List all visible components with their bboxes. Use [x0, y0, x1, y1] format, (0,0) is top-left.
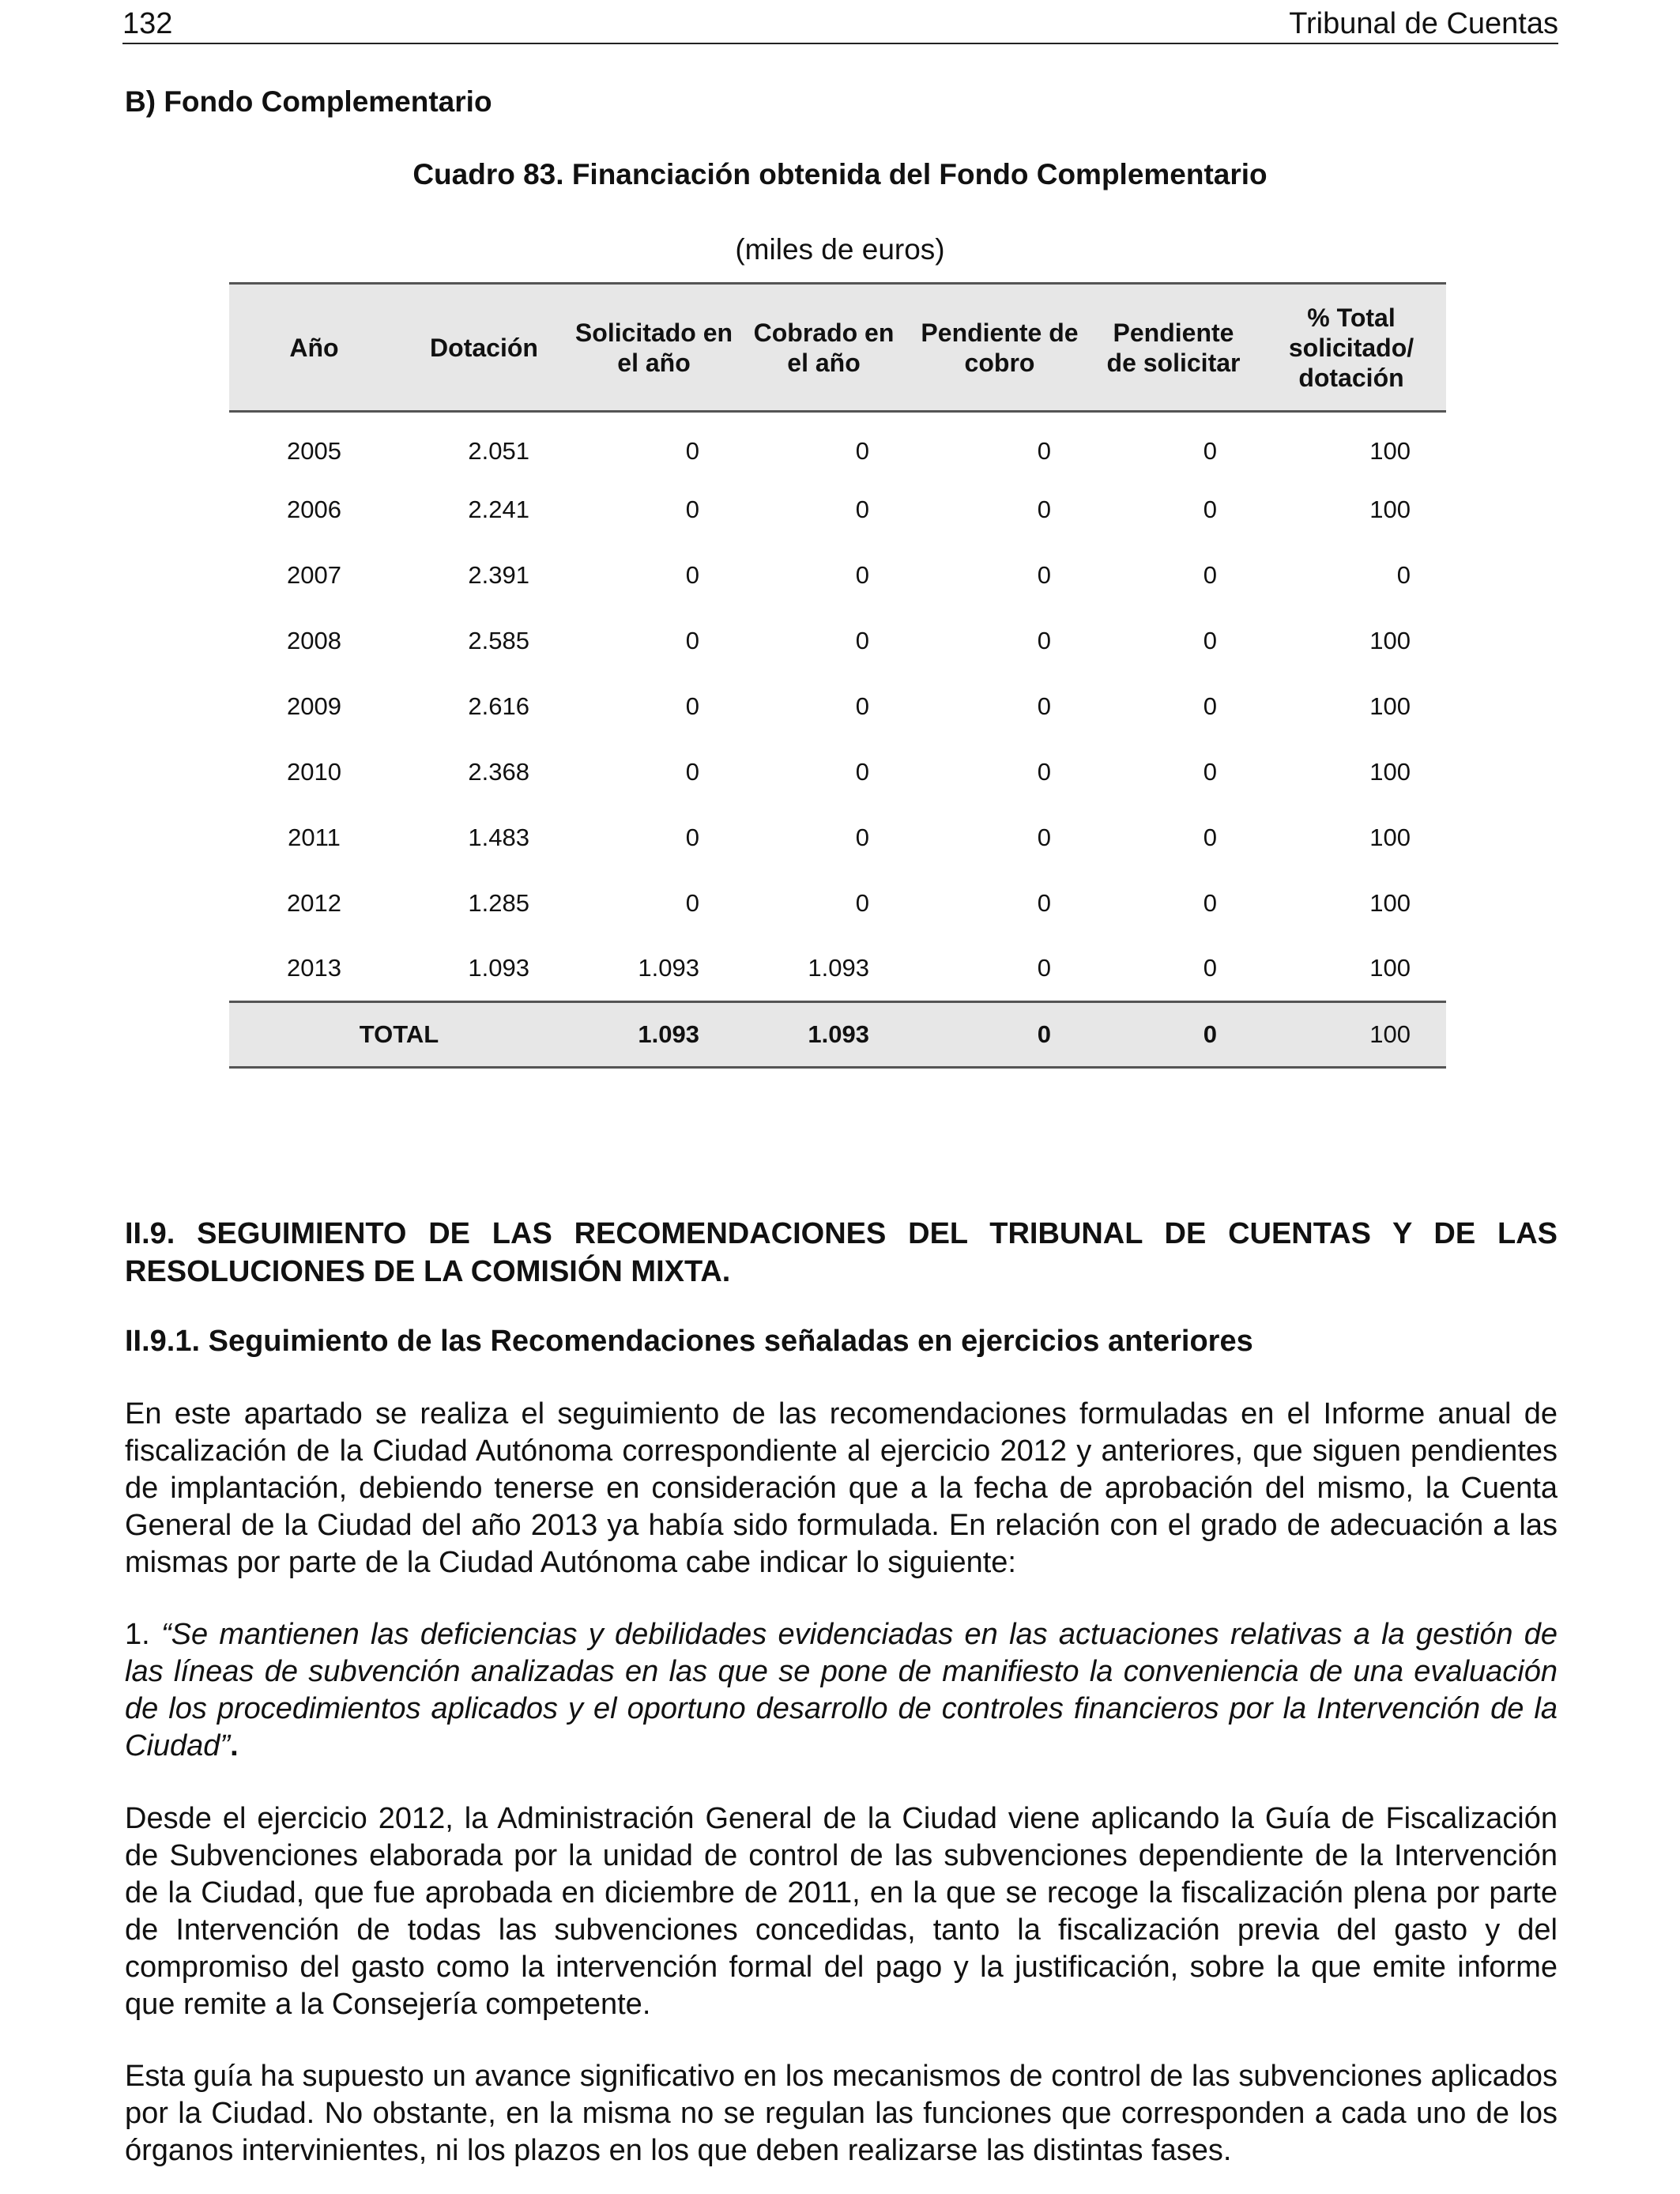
table-caption: Cuadro 83. Financiación obtenida del Fondo Complementario	[412, 158, 1268, 190]
column-header: Pendiente de solicitar	[1106, 318, 1241, 377]
cell-solicitado: 0	[685, 758, 699, 786]
cell-solicitado: 1.093	[638, 954, 699, 982]
cell-pendiente-solicitar: 0	[1203, 954, 1217, 982]
table-row	[229, 937, 1446, 1002]
cell-pendiente-cobro: 0	[1037, 437, 1051, 466]
cell-solicitado: 0	[685, 561, 699, 589]
cell-dotacion: 2.391	[468, 561, 529, 589]
table-row	[229, 609, 1446, 674]
cell-solicitado: 0	[685, 824, 699, 851]
column-header: Cobrado en el año	[753, 318, 895, 377]
cell-solicitado: 0	[685, 692, 699, 720]
cell-dotacion: 2.051	[468, 437, 529, 466]
cell-solicitado: 0	[685, 437, 699, 466]
table-total-row	[229, 1002, 1446, 1068]
paragraph-conclusion: Esta guía ha supuesto un avance significativo en los mecanismos de control de las subvenciones aplicados por la Ciudad. No obstante, en la misma no se regulan las funciones que corresponden a cada uno de los órganos intervinientes, ni los plazos en los que deben realizarse las distintas fases.	[125, 2060, 1558, 2167]
column-header: Dotación	[430, 333, 538, 362]
cell-year: 2013	[287, 954, 341, 982]
cell-year: 2008	[287, 627, 341, 654]
page-number: 132	[122, 7, 173, 40]
cell-pendiente-solicitar: 0	[1203, 758, 1217, 786]
cell-year: 2009	[287, 692, 341, 720]
cell-year: 2012	[287, 889, 341, 917]
cell-pct: 100	[1369, 496, 1411, 523]
cell-pendiente-cobro: 0	[1037, 824, 1051, 851]
paragraph-guide: Desde el ejercicio 2012, la Administración General de la Ciudad viene aplicando la Guía de Fiscalización de Subvenciones elaborada por la unidad de control de las subvenciones dependiente de la Intervención de la Ciudad, que fue aprobada en diciembre de 2011, en la que se recoge la fiscalización plena por parte de Intervención de todas las subvenciones concedidas, tanto la fiscalización previa del gasto y del compromiso del gasto como la intervención formal del pago y la justificación, sobre la que emite informe que remite a la Consejería competente.	[125, 1802, 1558, 2021]
column-header: % Total solicitado/ dotación	[1288, 303, 1414, 392]
table-row	[229, 674, 1446, 740]
column-header: Pendiente de cobro	[921, 318, 1079, 377]
recommendation-end: .	[230, 1729, 239, 1762]
cell-pct: 100	[1369, 954, 1411, 982]
cell-pendiente-cobro: 0	[1037, 496, 1051, 523]
table-row	[229, 412, 1446, 477]
total-pct: 100	[1369, 1020, 1411, 1048]
running-title: Tribunal de Cuentas	[1289, 7, 1558, 40]
table-row	[229, 805, 1446, 871]
cell-cobrado: 0	[855, 889, 869, 917]
total-label: TOTAL	[359, 1020, 439, 1048]
recommendation-number: 1.	[125, 1618, 161, 1651]
cell-pendiente-cobro: 0	[1037, 954, 1051, 982]
recommendation-quote: “Se mantienen las deficiencias y debilidades evidenciadas en las actuaciones relativas a la gestión de las líneas de subvención analizadas en las que se pone de manifiesto la conveniencia de una evaluación de los procedimientos aplicados y el oportuno desarrollo de controles financieros por la Intervención de la Ciudad”	[125, 1618, 1558, 1762]
cell-solicitado: 0	[685, 627, 699, 654]
cell-year: 2010	[287, 758, 341, 786]
column-header: Año	[289, 333, 339, 362]
cell-pendiente-solicitar: 0	[1203, 561, 1217, 589]
page-header	[122, 0, 1558, 44]
cell-dotacion: 1.483	[468, 824, 529, 851]
cell-pendiente-cobro: 0	[1037, 758, 1051, 786]
cell-cobrado: 0	[855, 496, 869, 523]
cell-dotacion: 1.093	[468, 954, 529, 982]
cell-pct: 100	[1369, 889, 1411, 917]
cell-pendiente-cobro: 0	[1037, 889, 1051, 917]
table-row	[229, 740, 1446, 805]
cell-cobrado: 0	[855, 627, 869, 654]
column-header: Solicitado en el año	[574, 318, 733, 377]
cell-pct: 100	[1369, 692, 1411, 720]
cell-pendiente-solicitar: 0	[1203, 437, 1217, 466]
cell-pendiente-solicitar: 0	[1203, 824, 1217, 851]
cell-pct: 0	[1396, 561, 1411, 589]
total-cobrado: 1.093	[808, 1020, 869, 1048]
paragraph-intro: En este apartado se realiza el seguimiento de las recomendaciones formuladas en el Informe anual de fiscalización de la Ciudad Autónoma correspondiente al ejercicio 2012 y anteriores, que siguen pendientes de implantación, debiendo tenerse en consideración que a la fecha de aprobación del mismo, la Cuenta General de la Ciudad del año 2013 ya había sido formulada. En relación con el grado de adecuación a las mismas por parte de la Ciudad Autónoma cabe indicar lo siguiente:	[125, 1397, 1558, 1579]
section-title: B) Fondo Complementario	[125, 85, 492, 118]
cell-dotacion: 2.585	[468, 627, 529, 654]
cell-dotacion: 1.285	[468, 889, 529, 917]
cell-pct: 100	[1369, 627, 1411, 654]
cell-cobrado: 0	[855, 437, 869, 466]
table-units: (miles de euros)	[735, 233, 945, 266]
total-pendiente-solicitar: 0	[1203, 1020, 1217, 1048]
cell-cobrado: 1.093	[808, 954, 869, 982]
cell-pendiente-solicitar: 0	[1203, 692, 1217, 720]
cell-pendiente-solicitar: 0	[1203, 496, 1217, 523]
cell-cobrado: 0	[855, 824, 869, 851]
cell-dotacion: 2.241	[468, 496, 529, 523]
cell-year: 2011	[288, 824, 341, 851]
cell-year: 2005	[287, 437, 341, 466]
heading-section-ii9: II.9. SEGUIMIENTO DE LAS RECOMENDACIONES DEL TRIBUNAL DE CUENTAS Y DE LAS RESOLUCIONES DE LA COMISIÓN MIXTA.	[125, 1217, 1558, 1288]
total-solicitado: 1.093	[638, 1020, 699, 1048]
cell-pct: 100	[1369, 758, 1411, 786]
cell-pendiente-solicitar: 0	[1203, 889, 1217, 917]
cell-cobrado: 0	[855, 758, 869, 786]
financing-table	[229, 282, 1446, 1069]
cell-cobrado: 0	[855, 561, 869, 589]
cell-pendiente-solicitar: 0	[1203, 627, 1217, 654]
table-row	[229, 871, 1446, 937]
table-row	[229, 543, 1446, 609]
cell-year: 2007	[287, 561, 341, 589]
table-header-row	[229, 284, 1446, 412]
cell-solicitado: 0	[685, 496, 699, 523]
table-row	[229, 477, 1446, 543]
cell-solicitado: 0	[685, 889, 699, 917]
cell-pendiente-cobro: 0	[1037, 692, 1051, 720]
cell-pendiente-cobro: 0	[1037, 627, 1051, 654]
cell-year: 2006	[287, 496, 341, 523]
paragraph-recommendation-1	[125, 1616, 1558, 1765]
cell-pendiente-cobro: 0	[1037, 561, 1051, 589]
cell-pct: 100	[1369, 824, 1411, 851]
cell-cobrado: 0	[855, 692, 869, 720]
heading-section-ii91: II.9.1. Seguimiento de las Recomendaciones señaladas en ejercicios anteriores	[125, 1325, 1253, 1358]
cell-pct: 100	[1369, 437, 1411, 466]
cell-dotacion: 2.368	[468, 758, 529, 786]
cell-dotacion: 2.616	[468, 692, 529, 720]
total-pendiente-cobro: 0	[1037, 1020, 1051, 1048]
